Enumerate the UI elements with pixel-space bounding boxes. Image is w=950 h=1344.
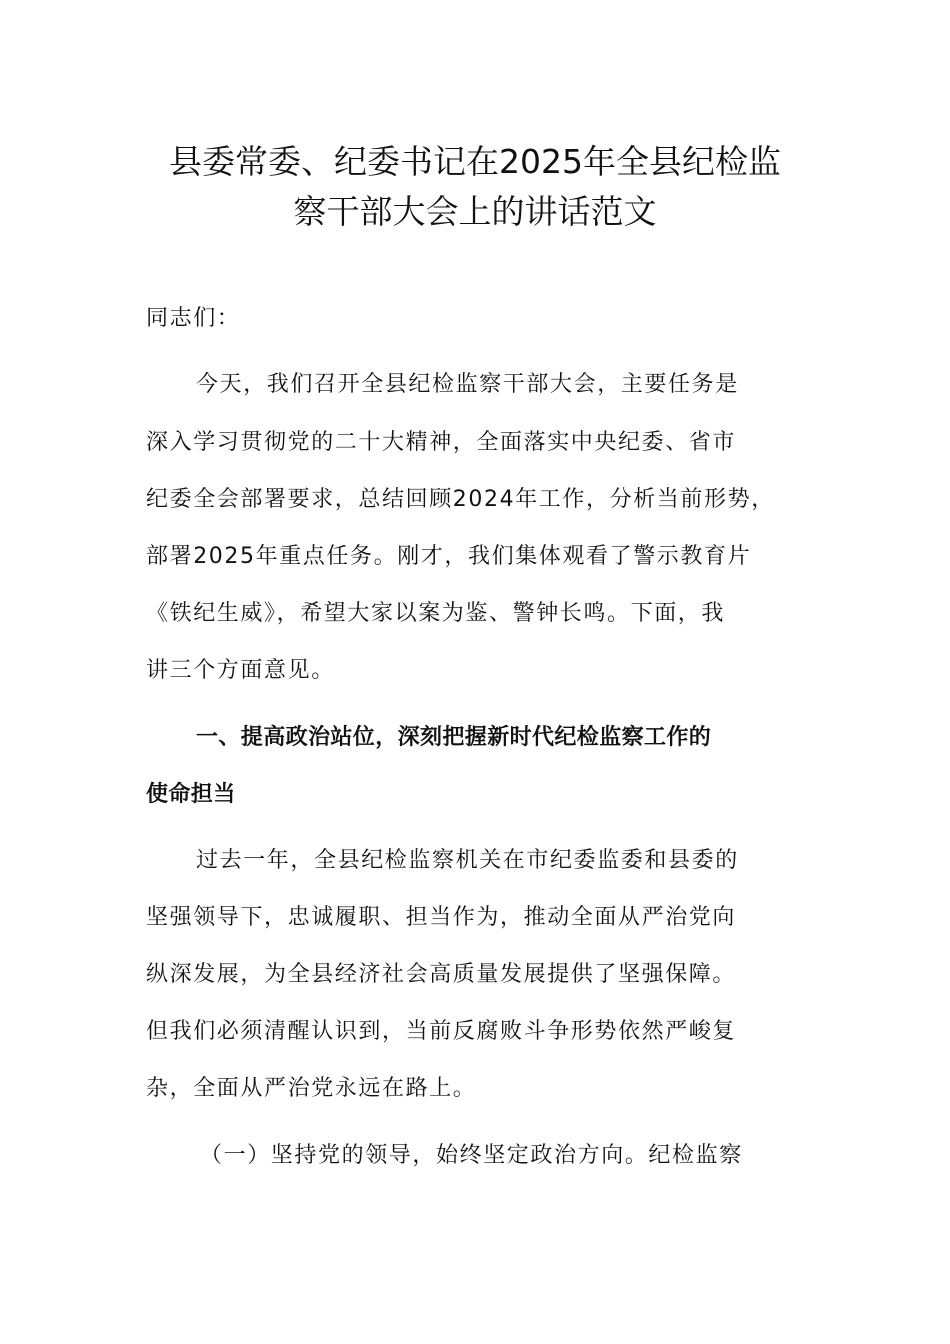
intro-line-6: 讲三个方面意见。: [146, 658, 335, 683]
section-1-heading-line-2: 使命担当: [146, 782, 236, 807]
salutation: 同志们：: [146, 306, 241, 331]
intro-line-4: 部署2025年重点任务。刚才，我们集体观看了警示教育片: [146, 544, 752, 569]
section-1-paragraph-line-5: 杂，全面从严治党永远在路上。: [146, 1076, 477, 1101]
intro-line-1: 今天，我们召开全县纪检监察干部大会，主要任务是: [196, 372, 739, 397]
intro-line-3: 纪委全会部署要求，总结回顾2024年工作，分析当前形势，: [146, 487, 775, 512]
section-1-heading-line-1: 一、提高政治站位，深刻把握新时代纪检监察工作的: [196, 725, 712, 750]
section-1-paragraph-line-3: 纵深发展，为全县经济社会高质量发展提供了坚强保障。: [146, 962, 737, 987]
section-1-paragraph-line-1: 过去一年，全县纪检监察机关在市纪委监委和县委的: [196, 848, 739, 873]
subsection-1-line-1: （一）坚持党的领导，始终坚定政治方向。纪检监察: [200, 1143, 743, 1168]
intro-line-5: 《铁纪生威》，希望大家以案为鉴、警钟长鸣。下面，我: [146, 601, 726, 626]
section-1-paragraph-line-2: 坚强领导下，忠诚履职、担当作为，推动全面从严治党向: [146, 905, 737, 930]
section-1-paragraph-line-4: 但我们必须清醒认识到，当前反腐败斗争形势依然严峻复: [146, 1019, 737, 1044]
intro-line-2: 深入学习贯彻党的二十大精神，全面落实中央纪委、省市: [146, 430, 737, 455]
document-title-line-1: 县委常委、纪委书记在2025年全县纪检监: [169, 142, 781, 181]
document-title-line-2: 察干部大会上的讲话范文: [293, 192, 657, 231]
